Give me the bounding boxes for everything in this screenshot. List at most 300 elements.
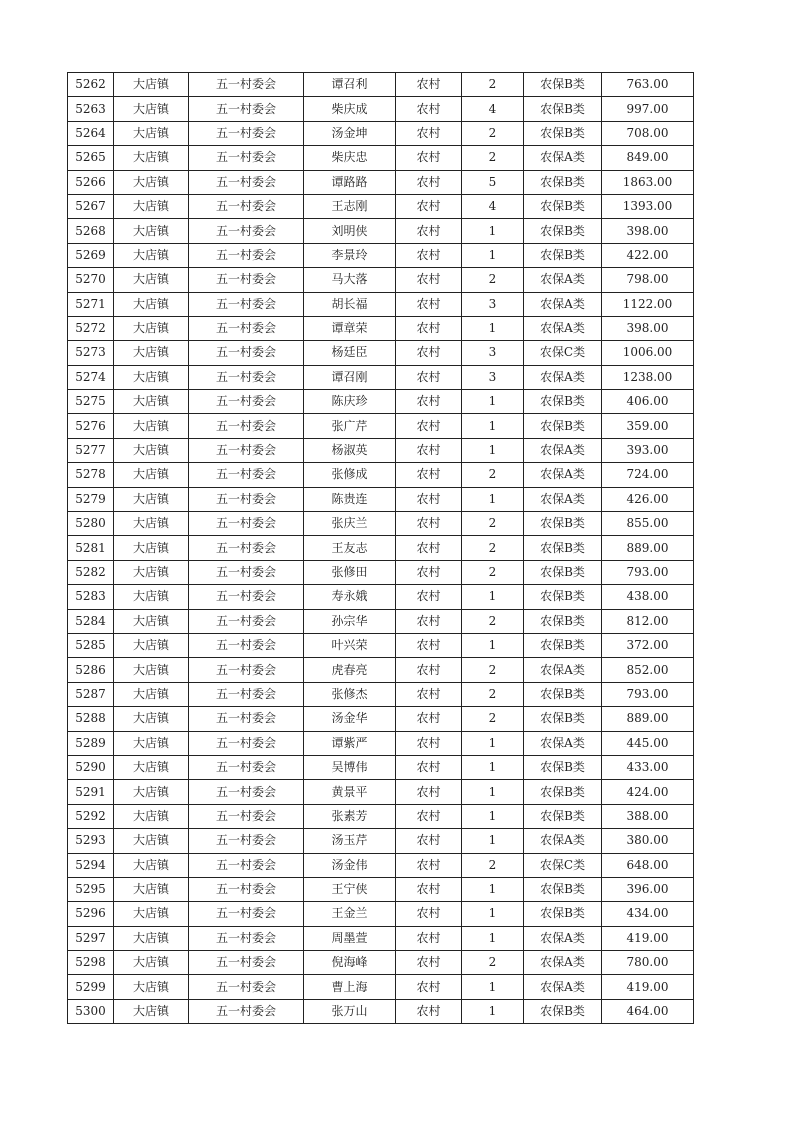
cell-amount: 398.00 <box>602 219 694 243</box>
table-row <box>68 146 694 170</box>
cell-type: 农村 <box>396 414 462 438</box>
cell-amount: 852.00 <box>602 658 694 682</box>
cell-village: 五一村委会 <box>189 316 304 340</box>
cell-amount: 424.00 <box>602 780 694 804</box>
table-row <box>68 633 694 657</box>
cell-category: 农保B类 <box>524 682 602 706</box>
cell-village: 五一村委会 <box>189 97 304 121</box>
cell-town: 大店镇 <box>114 146 189 170</box>
cell-id: 5262 <box>68 73 114 97</box>
cell-town: 大店镇 <box>114 633 189 657</box>
cell-village: 五一村委会 <box>189 219 304 243</box>
cell-name: 叶兴荣 <box>304 633 396 657</box>
cell-category: 农保B类 <box>524 609 602 633</box>
cell-id: 5271 <box>68 292 114 316</box>
cell-name: 王友志 <box>304 536 396 560</box>
cell-amount: 388.00 <box>602 804 694 828</box>
subsidy-table <box>67 72 694 1024</box>
cell-count: 1 <box>462 780 524 804</box>
cell-name: 周墨萱 <box>304 926 396 950</box>
cell-amount: 708.00 <box>602 121 694 145</box>
cell-village: 五一村委会 <box>189 585 304 609</box>
cell-id: 5289 <box>68 731 114 755</box>
cell-type: 农村 <box>396 512 462 536</box>
cell-category: 农保B类 <box>524 512 602 536</box>
table-row <box>68 926 694 950</box>
cell-category: 农保A类 <box>524 951 602 975</box>
cell-village: 五一村委会 <box>189 73 304 97</box>
table-row <box>68 341 694 365</box>
cell-amount: 398.00 <box>602 316 694 340</box>
cell-name: 汤金伟 <box>304 853 396 877</box>
cell-amount: 396.00 <box>602 877 694 901</box>
cell-name: 张修杰 <box>304 682 396 706</box>
cell-name: 王金兰 <box>304 902 396 926</box>
table-row <box>68 243 694 267</box>
cell-count: 4 <box>462 97 524 121</box>
cell-type: 农村 <box>396 268 462 292</box>
cell-id: 5278 <box>68 463 114 487</box>
cell-category: 农保B类 <box>524 755 602 779</box>
cell-town: 大店镇 <box>114 707 189 731</box>
cell-count: 2 <box>462 682 524 706</box>
cell-town: 大店镇 <box>114 902 189 926</box>
cell-village: 五一村委会 <box>189 926 304 950</box>
cell-category: 农保B类 <box>524 390 602 414</box>
cell-town: 大店镇 <box>114 243 189 267</box>
cell-count: 1 <box>462 999 524 1023</box>
cell-amount: 780.00 <box>602 951 694 975</box>
cell-village: 五一村委会 <box>189 951 304 975</box>
cell-type: 农村 <box>396 316 462 340</box>
cell-category: 农保B类 <box>524 999 602 1023</box>
cell-name: 杨淑英 <box>304 438 396 462</box>
cell-count: 1 <box>462 487 524 511</box>
table-row <box>68 487 694 511</box>
cell-amount: 889.00 <box>602 707 694 731</box>
cell-id: 5290 <box>68 755 114 779</box>
cell-id: 5296 <box>68 902 114 926</box>
cell-town: 大店镇 <box>114 536 189 560</box>
cell-type: 农村 <box>396 877 462 901</box>
cell-id: 5300 <box>68 999 114 1023</box>
cell-count: 2 <box>462 512 524 536</box>
cell-name: 柴庆忠 <box>304 146 396 170</box>
cell-name: 王宁侠 <box>304 877 396 901</box>
cell-name: 张修成 <box>304 463 396 487</box>
cell-count: 3 <box>462 341 524 365</box>
cell-type: 农村 <box>396 170 462 194</box>
cell-id: 5294 <box>68 853 114 877</box>
cell-name: 李景玲 <box>304 243 396 267</box>
cell-type: 农村 <box>396 585 462 609</box>
cell-town: 大店镇 <box>114 658 189 682</box>
cell-town: 大店镇 <box>114 414 189 438</box>
cell-amount: 419.00 <box>602 975 694 999</box>
table-row <box>68 731 694 755</box>
table-row <box>68 707 694 731</box>
cell-count: 1 <box>462 243 524 267</box>
cell-name: 谭紫严 <box>304 731 396 755</box>
cell-type: 农村 <box>396 682 462 706</box>
cell-name: 杨廷臣 <box>304 341 396 365</box>
table-row <box>68 365 694 389</box>
cell-count: 2 <box>462 951 524 975</box>
cell-name: 胡长福 <box>304 292 396 316</box>
cell-id: 5287 <box>68 682 114 706</box>
cell-count: 2 <box>462 268 524 292</box>
cell-category: 农保B类 <box>524 585 602 609</box>
cell-type: 农村 <box>396 121 462 145</box>
cell-id: 5275 <box>68 390 114 414</box>
cell-category: 农保A类 <box>524 975 602 999</box>
cell-amount: 889.00 <box>602 536 694 560</box>
cell-name: 陈庆珍 <box>304 390 396 414</box>
cell-amount: 1122.00 <box>602 292 694 316</box>
cell-count: 3 <box>462 292 524 316</box>
cell-type: 农村 <box>396 146 462 170</box>
cell-village: 五一村委会 <box>189 243 304 267</box>
table-row <box>68 804 694 828</box>
cell-town: 大店镇 <box>114 780 189 804</box>
table-row <box>68 877 694 901</box>
cell-town: 大店镇 <box>114 316 189 340</box>
cell-count: 2 <box>462 560 524 584</box>
table-row <box>68 682 694 706</box>
cell-type: 农村 <box>396 365 462 389</box>
cell-type: 农村 <box>396 755 462 779</box>
cell-village: 五一村委会 <box>189 780 304 804</box>
cell-id: 5266 <box>68 170 114 194</box>
table-row <box>68 780 694 804</box>
cell-category: 农保B类 <box>524 877 602 901</box>
cell-type: 农村 <box>396 219 462 243</box>
cell-type: 农村 <box>396 902 462 926</box>
cell-village: 五一村委会 <box>189 512 304 536</box>
cell-village: 五一村委会 <box>189 487 304 511</box>
cell-town: 大店镇 <box>114 609 189 633</box>
cell-amount: 793.00 <box>602 682 694 706</box>
cell-amount: 445.00 <box>602 731 694 755</box>
cell-name: 汤玉芹 <box>304 829 396 853</box>
cell-amount: 380.00 <box>602 829 694 853</box>
cell-id: 5285 <box>68 633 114 657</box>
cell-type: 农村 <box>396 658 462 682</box>
cell-category: 农保B类 <box>524 97 602 121</box>
table-row <box>68 536 694 560</box>
cell-name: 马大落 <box>304 268 396 292</box>
cell-id: 5267 <box>68 194 114 218</box>
cell-type: 农村 <box>396 194 462 218</box>
cell-category: 农保A类 <box>524 658 602 682</box>
cell-category: 农保A类 <box>524 926 602 950</box>
cell-town: 大店镇 <box>114 853 189 877</box>
cell-id: 5288 <box>68 707 114 731</box>
cell-category: 农保C类 <box>524 341 602 365</box>
cell-count: 1 <box>462 926 524 950</box>
cell-id: 5293 <box>68 829 114 853</box>
cell-amount: 724.00 <box>602 463 694 487</box>
cell-count: 5 <box>462 170 524 194</box>
cell-amount: 464.00 <box>602 999 694 1023</box>
cell-town: 大店镇 <box>114 121 189 145</box>
cell-village: 五一村委会 <box>189 121 304 145</box>
cell-category: 农保B类 <box>524 780 602 804</box>
table-row <box>68 463 694 487</box>
cell-village: 五一村委会 <box>189 194 304 218</box>
cell-type: 农村 <box>396 804 462 828</box>
cell-id: 5264 <box>68 121 114 145</box>
cell-name: 谭路路 <box>304 170 396 194</box>
cell-town: 大店镇 <box>114 390 189 414</box>
cell-village: 五一村委会 <box>189 341 304 365</box>
cell-category: 农保B类 <box>524 633 602 657</box>
cell-village: 五一村委会 <box>189 390 304 414</box>
cell-type: 农村 <box>396 292 462 316</box>
cell-name: 汤金华 <box>304 707 396 731</box>
table-row <box>68 73 694 97</box>
cell-id: 5276 <box>68 414 114 438</box>
cell-type: 农村 <box>396 560 462 584</box>
cell-town: 大店镇 <box>114 292 189 316</box>
cell-category: 农保A类 <box>524 292 602 316</box>
cell-id: 5265 <box>68 146 114 170</box>
cell-name: 刘明侠 <box>304 219 396 243</box>
table-row <box>68 512 694 536</box>
cell-village: 五一村委会 <box>189 975 304 999</box>
table-row <box>68 390 694 414</box>
cell-village: 五一村委会 <box>189 877 304 901</box>
table-row <box>68 853 694 877</box>
cell-count: 1 <box>462 755 524 779</box>
cell-category: 农保A类 <box>524 316 602 340</box>
cell-name: 张万山 <box>304 999 396 1023</box>
cell-category: 农保B类 <box>524 219 602 243</box>
cell-name: 孙宗华 <box>304 609 396 633</box>
cell-amount: 419.00 <box>602 926 694 950</box>
cell-village: 五一村委会 <box>189 707 304 731</box>
cell-name: 谭召利 <box>304 73 396 97</box>
cell-count: 1 <box>462 804 524 828</box>
cell-category: 农保C类 <box>524 853 602 877</box>
cell-amount: 372.00 <box>602 633 694 657</box>
cell-amount: 1006.00 <box>602 341 694 365</box>
cell-category: 农保B类 <box>524 170 602 194</box>
cell-count: 1 <box>462 975 524 999</box>
cell-village: 五一村委会 <box>189 633 304 657</box>
cell-amount: 1863.00 <box>602 170 694 194</box>
cell-count: 1 <box>462 316 524 340</box>
table-row <box>68 560 694 584</box>
cell-name: 谭章荣 <box>304 316 396 340</box>
cell-amount: 406.00 <box>602 390 694 414</box>
cell-category: 农保A类 <box>524 268 602 292</box>
cell-id: 5279 <box>68 487 114 511</box>
table-row <box>68 414 694 438</box>
cell-type: 农村 <box>396 536 462 560</box>
cell-village: 五一村委会 <box>189 146 304 170</box>
cell-village: 五一村委会 <box>189 755 304 779</box>
cell-town: 大店镇 <box>114 97 189 121</box>
cell-town: 大店镇 <box>114 926 189 950</box>
cell-id: 5281 <box>68 536 114 560</box>
cell-category: 农保A类 <box>524 731 602 755</box>
cell-town: 大店镇 <box>114 829 189 853</box>
cell-category: 农保B类 <box>524 560 602 584</box>
cell-type: 农村 <box>396 829 462 853</box>
cell-id: 5286 <box>68 658 114 682</box>
cell-count: 2 <box>462 463 524 487</box>
cell-type: 农村 <box>396 975 462 999</box>
cell-type: 农村 <box>396 390 462 414</box>
cell-town: 大店镇 <box>114 560 189 584</box>
cell-village: 五一村委会 <box>189 414 304 438</box>
table-row <box>68 316 694 340</box>
cell-name: 吴博伟 <box>304 755 396 779</box>
cell-id: 5299 <box>68 975 114 999</box>
table-body <box>68 73 694 1024</box>
table-row <box>68 951 694 975</box>
cell-village: 五一村委会 <box>189 463 304 487</box>
cell-count: 2 <box>462 853 524 877</box>
cell-category: 农保B类 <box>524 73 602 97</box>
cell-id: 5263 <box>68 97 114 121</box>
cell-town: 大店镇 <box>114 487 189 511</box>
cell-type: 农村 <box>396 999 462 1023</box>
cell-count: 2 <box>462 146 524 170</box>
cell-id: 5282 <box>68 560 114 584</box>
table-row <box>68 975 694 999</box>
cell-id: 5297 <box>68 926 114 950</box>
cell-town: 大店镇 <box>114 194 189 218</box>
cell-type: 农村 <box>396 926 462 950</box>
cell-town: 大店镇 <box>114 755 189 779</box>
cell-count: 1 <box>462 414 524 438</box>
cell-count: 3 <box>462 365 524 389</box>
cell-type: 农村 <box>396 463 462 487</box>
cell-count: 1 <box>462 902 524 926</box>
cell-amount: 855.00 <box>602 512 694 536</box>
cell-count: 4 <box>462 194 524 218</box>
cell-id: 5272 <box>68 316 114 340</box>
cell-count: 2 <box>462 609 524 633</box>
cell-amount: 793.00 <box>602 560 694 584</box>
cell-type: 农村 <box>396 243 462 267</box>
cell-count: 2 <box>462 658 524 682</box>
cell-town: 大店镇 <box>114 170 189 194</box>
table-row <box>68 438 694 462</box>
table-row <box>68 219 694 243</box>
cell-type: 农村 <box>396 438 462 462</box>
cell-name: 寿永娥 <box>304 585 396 609</box>
cell-name: 张修田 <box>304 560 396 584</box>
cell-name: 黄景平 <box>304 780 396 804</box>
table-row <box>68 999 694 1023</box>
cell-name: 谭召刚 <box>304 365 396 389</box>
cell-name: 张素芳 <box>304 804 396 828</box>
cell-count: 2 <box>462 121 524 145</box>
cell-type: 农村 <box>396 609 462 633</box>
table-row <box>68 609 694 633</box>
cell-count: 2 <box>462 707 524 731</box>
cell-name: 张庆兰 <box>304 512 396 536</box>
cell-village: 五一村委会 <box>189 560 304 584</box>
cell-village: 五一村委会 <box>189 609 304 633</box>
cell-id: 5274 <box>68 365 114 389</box>
table-row <box>68 755 694 779</box>
cell-amount: 648.00 <box>602 853 694 877</box>
cell-category: 农保B类 <box>524 536 602 560</box>
cell-town: 大店镇 <box>114 341 189 365</box>
cell-category: 农保B类 <box>524 804 602 828</box>
cell-type: 农村 <box>396 780 462 804</box>
cell-village: 五一村委会 <box>189 536 304 560</box>
cell-village: 五一村委会 <box>189 658 304 682</box>
table-row <box>68 170 694 194</box>
cell-town: 大店镇 <box>114 682 189 706</box>
cell-category: 农保A类 <box>524 146 602 170</box>
cell-town: 大店镇 <box>114 731 189 755</box>
table-row <box>68 829 694 853</box>
cell-name: 张广芹 <box>304 414 396 438</box>
cell-town: 大店镇 <box>114 365 189 389</box>
cell-amount: 1238.00 <box>602 365 694 389</box>
cell-category: 农保A类 <box>524 463 602 487</box>
table-row <box>68 902 694 926</box>
cell-category: 农保A类 <box>524 829 602 853</box>
cell-category: 农保B类 <box>524 707 602 731</box>
cell-amount: 997.00 <box>602 97 694 121</box>
cell-amount: 433.00 <box>602 755 694 779</box>
cell-village: 五一村委会 <box>189 902 304 926</box>
cell-id: 5268 <box>68 219 114 243</box>
cell-amount: 798.00 <box>602 268 694 292</box>
cell-type: 农村 <box>396 633 462 657</box>
table-row <box>68 292 694 316</box>
table-row <box>68 97 694 121</box>
cell-count: 1 <box>462 219 524 243</box>
cell-type: 农村 <box>396 73 462 97</box>
cell-category: 农保B类 <box>524 414 602 438</box>
table-row <box>68 585 694 609</box>
cell-id: 5283 <box>68 585 114 609</box>
cell-count: 1 <box>462 390 524 414</box>
cell-category: 农保B类 <box>524 243 602 267</box>
cell-count: 1 <box>462 829 524 853</box>
cell-village: 五一村委会 <box>189 731 304 755</box>
cell-town: 大店镇 <box>114 438 189 462</box>
table-row <box>68 121 694 145</box>
cell-village: 五一村委会 <box>189 804 304 828</box>
cell-count: 1 <box>462 633 524 657</box>
cell-type: 农村 <box>396 731 462 755</box>
cell-town: 大店镇 <box>114 999 189 1023</box>
cell-count: 1 <box>462 877 524 901</box>
cell-id: 5284 <box>68 609 114 633</box>
cell-count: 1 <box>462 731 524 755</box>
cell-town: 大店镇 <box>114 804 189 828</box>
cell-category: 农保B类 <box>524 121 602 145</box>
cell-category: 农保B类 <box>524 902 602 926</box>
cell-id: 5280 <box>68 512 114 536</box>
cell-amount: 426.00 <box>602 487 694 511</box>
table-row <box>68 194 694 218</box>
cell-amount: 393.00 <box>602 438 694 462</box>
cell-amount: 1393.00 <box>602 194 694 218</box>
cell-id: 5273 <box>68 341 114 365</box>
cell-town: 大店镇 <box>114 951 189 975</box>
cell-id: 5291 <box>68 780 114 804</box>
